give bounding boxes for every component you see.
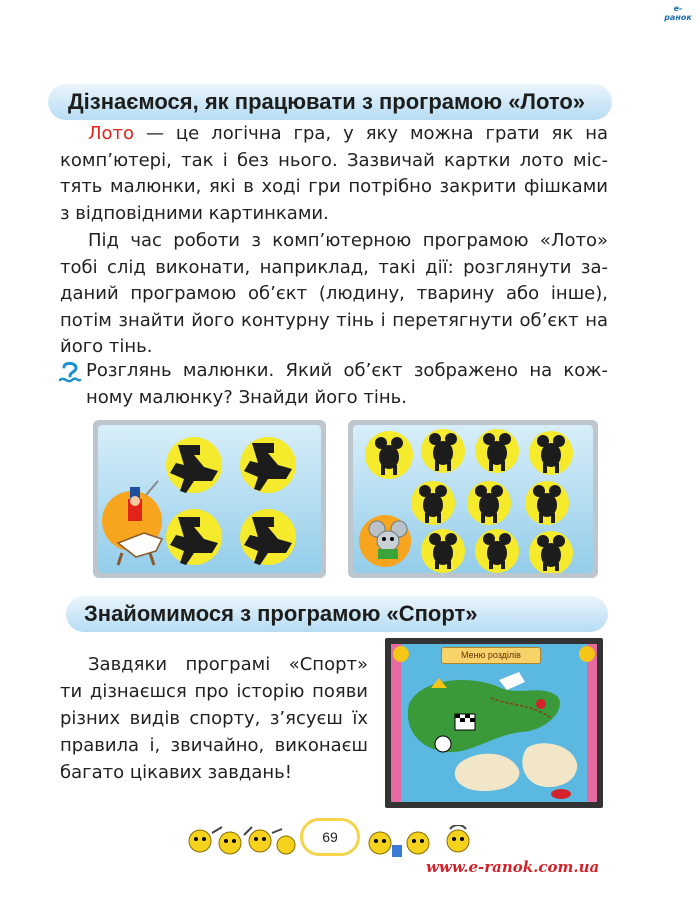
sport-map-illustration (391, 644, 597, 802)
question-icon (58, 360, 82, 386)
loto-picture-rider (93, 420, 326, 578)
paragraph-sport-intro-text: Завдяки програмі «Спорт» ти дізнаєшся про історію появи різних видів спорту, з’ясуєш їх правила і, звичайно, виконаєш багато цікавих завдань! (60, 654, 368, 783)
sport-program-screenshot (385, 638, 603, 808)
paragraph-loto-definition (60, 121, 608, 227)
page-number: 69 (300, 818, 360, 856)
rider-shadows-illustration (98, 425, 321, 573)
sport-menu-label: Меню розділів (441, 647, 541, 664)
loto-picture-mouse (348, 420, 598, 578)
term-loto: Лото (88, 123, 135, 144)
section-heading-sport: Знайомимося з програмою «Спорт» (66, 596, 608, 632)
mouse-shadows-illustration (353, 425, 593, 573)
paragraph-loto-usage-text: Під час роботи з комп’ютерною програмою «Лото» тобі слід виконати, наприклад, такі дії: розглянути за-даний програмою об’єкт (людину, тварину або інше), потім знайти його контурну тінь і перетягнути об’єкт на його тінь. (60, 230, 608, 357)
paragraph-sport-intro (60, 651, 368, 786)
question-text: Розглянь малюнки. Який об’єкт зображено на кож-ному малюнку? Знайди його тінь. (86, 360, 608, 408)
paragraph-loto-usage (60, 228, 608, 361)
cartoon-characters-left (186, 825, 296, 861)
section-heading-loto: Дізнаємося, як працювати з програмою «Лото» (48, 84, 612, 120)
paragraph-loto-definition-text: — це логічна гра, у яку можна грати як на комп’ютері, так і без нього. Зазвичай картки лото міс-тять малюнки, які в ході гри потрібно закрити фішками з відповідними картинками. (60, 123, 608, 224)
publisher-logo: e-ранок (664, 4, 692, 22)
cartoon-characters-right (366, 825, 476, 861)
footer-url: www.e-ranok.com.ua (426, 858, 600, 876)
